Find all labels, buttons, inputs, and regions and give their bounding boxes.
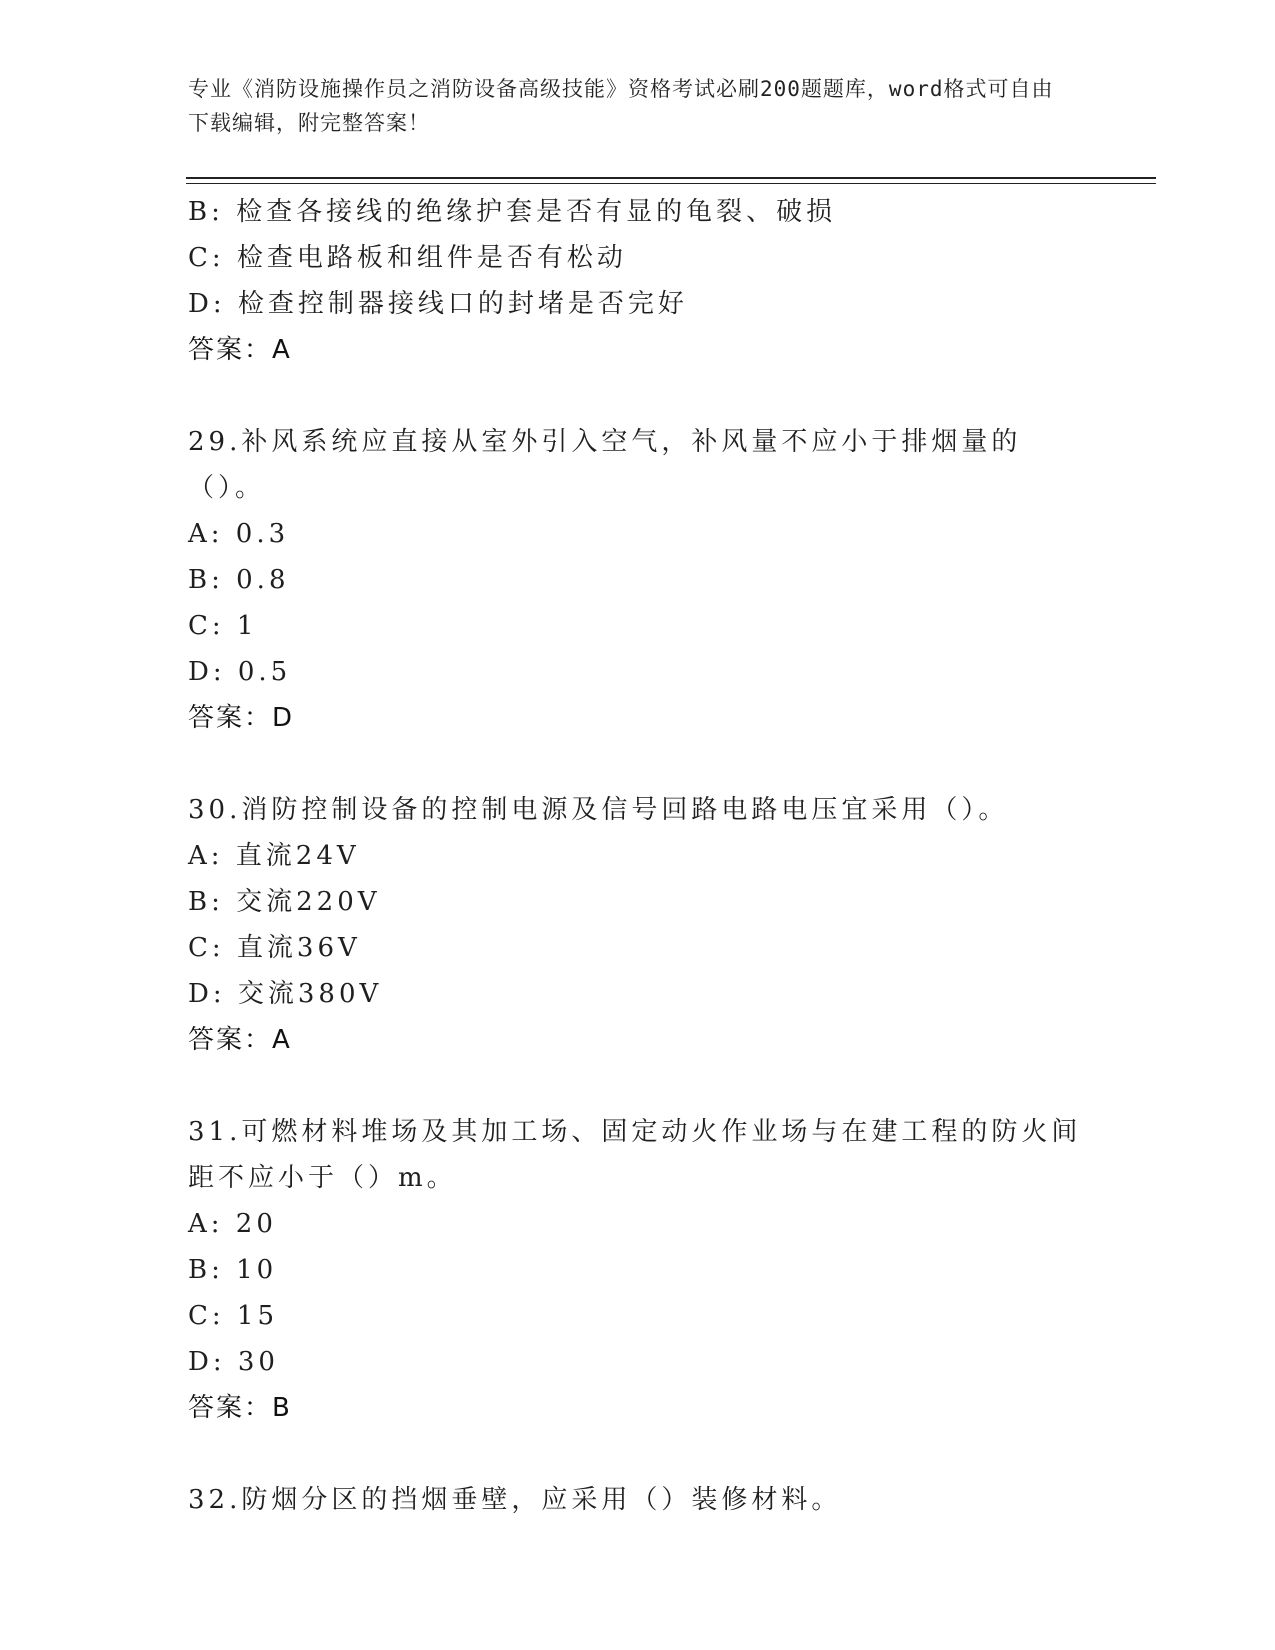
- option-b: B: 检查各接线的绝缘护套是否有显的龟裂、破损: [188, 197, 837, 227]
- question-31-block: [188, 1109, 1088, 1431]
- answer-line: 答案：B: [188, 1393, 292, 1423]
- option-b: B: 交流220V: [188, 887, 381, 917]
- option-c: C: 检查电路板和组件是否有松动: [188, 243, 627, 273]
- option-a: A: 20: [188, 1209, 277, 1239]
- option-d: D: 0.5: [188, 657, 292, 687]
- question-text: 31.可燃材料堆场及其加工场、固定动火作业场与在建工程的防火间距不应小于（）m。: [188, 1117, 1082, 1193]
- document-header: 专业《消防设施操作员之消防设备高级技能》资格考试必刷200题题库，word格式可自由下载编辑，附完整答案！: [188, 77, 1054, 135]
- prev-question-block: [188, 189, 1088, 373]
- header-divider-thin: [186, 183, 1156, 184]
- question-list: [188, 189, 1088, 1523]
- option-b: B: 0.8: [188, 565, 290, 595]
- answer-line: 答案：D: [188, 703, 295, 733]
- question-text: 29.补风系统应直接从室外引入空气，补风量不应小于排烟量的（）。: [188, 427, 1022, 503]
- option-c: C: 1: [188, 611, 258, 641]
- answer-line: 答案：A: [188, 1025, 292, 1055]
- option-d: D: 检查控制器接线口的封堵是否完好: [188, 289, 688, 319]
- question-29-block: [188, 419, 1088, 741]
- answer-line: 答案：A: [188, 335, 292, 365]
- option-c: C: 15: [188, 1301, 279, 1331]
- option-d: D: 30: [188, 1347, 279, 1377]
- question-text: 32.防烟分区的挡烟垂壁，应采用（）装修材料。: [188, 1485, 842, 1515]
- option-a: A: 直流24V: [188, 841, 360, 871]
- question-32-block: [188, 1477, 1088, 1523]
- header-divider-thick: [186, 177, 1156, 179]
- question-30-block: [188, 787, 1088, 1063]
- option-b: B: 10: [188, 1255, 278, 1285]
- option-d: D: 交流380V: [188, 979, 383, 1009]
- option-c: C: 直流36V: [188, 933, 361, 963]
- option-a: A: 0.3: [188, 519, 290, 549]
- question-text: 30.消防控制设备的控制电源及信号回路电路电压宜采用（）。: [188, 795, 1009, 825]
